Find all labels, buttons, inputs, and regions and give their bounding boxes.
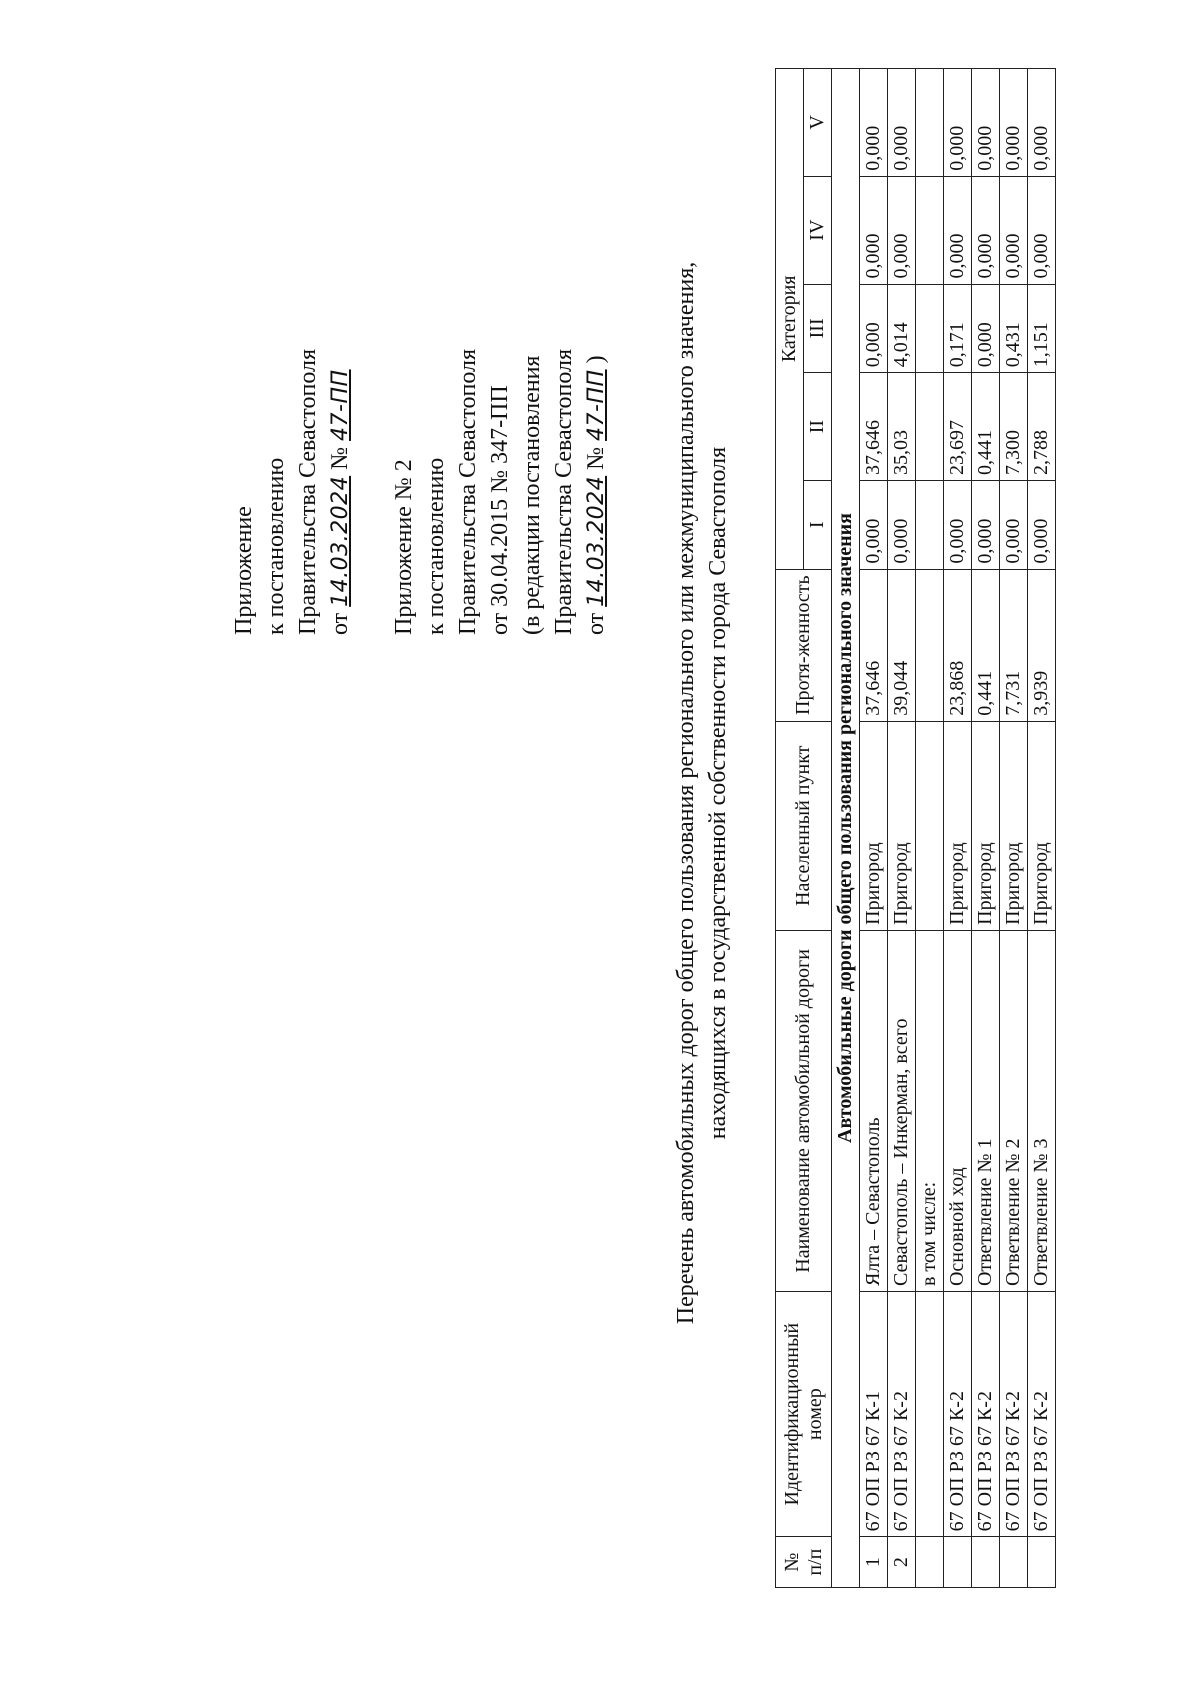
handwritten-number: 47-ПП: [584, 369, 609, 441]
cell-length: [916, 569, 944, 721]
table-body: [860, 69, 1056, 1588]
table-row: [1000, 69, 1028, 1588]
cell-cat-1: 0,000: [860, 480, 888, 569]
cell-cat-3: 0,000: [972, 284, 1000, 373]
cell-no: [944, 1537, 972, 1588]
cell-no: 2: [888, 1537, 916, 1588]
closing-paren: ): [583, 355, 609, 364]
roads-table: [775, 68, 1056, 1588]
title-line-2: находящихся в государственной собственности города Севастополя: [705, 446, 731, 1140]
cell-cat-4: 0,000: [888, 176, 916, 284]
cell-length: 0,441: [972, 569, 1000, 721]
cell-cat-3: 0,431: [1000, 284, 1028, 373]
cell-cat-2: 7,300: [1000, 373, 1028, 481]
table-row: [944, 69, 972, 1588]
appendix-2-government-2: Правительства Севастополя: [551, 348, 577, 635]
cell-settlement: Пригород: [888, 721, 916, 930]
col-header-no: № п/п: [776, 1537, 832, 1588]
cell-road-name: Севастополь – Инкерман, всего: [888, 930, 916, 1291]
col-header-cat-5: V: [804, 69, 832, 177]
cell-cat-2: 35,03: [888, 373, 916, 481]
cell-cat-5: 0,000: [860, 69, 888, 177]
title-line-1: Перечень автомобильных дорог общего пользования регионального или межмуниципального значения,: [673, 261, 699, 1325]
cell-cat-1: 0,000: [888, 480, 916, 569]
cell-cat-2: 2,788: [1028, 373, 1056, 481]
appendix-2-label: Приложение № 2: [391, 459, 417, 635]
cell-cat-2: [916, 373, 944, 481]
cell-cat-3: 1,151: [1028, 284, 1056, 373]
col-header-cat-3: III: [804, 284, 832, 373]
table-header-row: [776, 69, 804, 1588]
date-prefix: от: [327, 612, 353, 635]
cell-cat-2: 0,441: [972, 373, 1000, 481]
cell-id: 67 ОП РЗ 67 К-2: [972, 1292, 1000, 1537]
cell-cat-1: 0,000: [1000, 480, 1028, 569]
appendix-header: [228, 349, 357, 635]
cell-cat-3: 0,171: [944, 284, 972, 373]
cell-id: 67 ОП РЗ 67 К-2: [944, 1292, 972, 1537]
cell-length: 23,868: [944, 569, 972, 721]
table-row: [860, 69, 888, 1588]
cell-road-name: Ответвление № 1: [972, 930, 1000, 1291]
appendix-decree-ref: к постановлению: [263, 457, 289, 635]
handwritten-date: 14.03.2024: [328, 475, 353, 607]
appendix-label: Приложение: [231, 506, 257, 635]
col-header-length: Протя-женность: [776, 569, 832, 721]
cell-cat-5: 0,000: [944, 69, 972, 177]
section-title: Автомобильные дороги общего пользования регионального значения: [832, 69, 860, 1588]
cell-cat-3: [916, 284, 944, 373]
cell-id: 67 ОП РЗ 67 К-2: [1028, 1292, 1056, 1537]
handwritten-number: 47-ПП: [328, 369, 353, 441]
cell-no: [1000, 1537, 1028, 1588]
cell-settlement: Пригород: [1000, 721, 1028, 930]
cell-cat-5: 0,000: [888, 69, 916, 177]
col-header-cat-2: II: [804, 373, 832, 481]
appendix-2-original-decree: от 30.04.2015 № 347-ПП: [487, 385, 513, 635]
cell-no: [916, 1537, 944, 1588]
cell-cat-4: 0,000: [972, 176, 1000, 284]
date-prefix: от: [583, 612, 609, 635]
cell-cat-4: 0,000: [1028, 176, 1056, 284]
cell-length: 3,939: [1028, 569, 1056, 721]
table-row: [916, 69, 944, 1588]
appendix-2-header: [388, 349, 613, 635]
cell-id: 67 ОП РЗ 67 К-2: [1000, 1292, 1028, 1537]
cell-road-name: Основной ход: [944, 930, 972, 1291]
appendix-2-decree-ref: к постановлению: [423, 457, 449, 635]
col-header-settlement: Населенный пункт: [776, 721, 832, 930]
cell-cat-5: 0,000: [1028, 69, 1056, 177]
cell-id: 67 ОП РЗ 67 К-1: [860, 1292, 888, 1537]
cell-length: 37,646: [860, 569, 888, 721]
cell-id: [916, 1292, 944, 1537]
col-header-category: Категория: [776, 69, 804, 570]
number-sign: №: [327, 446, 353, 470]
cell-cat-5: 0,000: [1000, 69, 1028, 177]
appendix-2-revision-note: (в редакции постановления: [519, 355, 545, 635]
cell-cat-5: 0,000: [972, 69, 1000, 177]
cell-cat-1: [916, 480, 944, 569]
handwritten-date: 14.03.2024: [584, 475, 609, 607]
table-row: [1028, 69, 1056, 1588]
cell-cat-4: 0,000: [1000, 176, 1028, 284]
cell-road-name: Ответвление № 2: [1000, 930, 1028, 1291]
document-title: [670, 43, 734, 1543]
document-page: [20, 43, 1120, 1643]
col-header-id: Идентификационный номер: [776, 1292, 832, 1537]
cell-settlement: Пригород: [944, 721, 972, 930]
cell-settlement: Пригород: [972, 721, 1000, 930]
cell-no: [1028, 1537, 1056, 1588]
cell-no: 1: [860, 1537, 888, 1588]
cell-no: [972, 1537, 1000, 1588]
cell-cat-4: [916, 176, 944, 284]
cell-cat-3: 4,014: [888, 284, 916, 373]
cell-cat-1: 0,000: [972, 480, 1000, 569]
cell-cat-4: 0,000: [944, 176, 972, 284]
table-row: [972, 69, 1000, 1588]
cell-cat-2: 23,697: [944, 373, 972, 481]
cell-settlement: Пригород: [1028, 721, 1056, 930]
section-row: [832, 69, 860, 1588]
col-header-cat-1: I: [804, 480, 832, 569]
appendix-government: Правительства Севастополя: [295, 348, 321, 635]
table-row: [888, 69, 916, 1588]
cell-id: 67 ОП РЗ 67 К-2: [888, 1292, 916, 1537]
cell-cat-1: 0,000: [944, 480, 972, 569]
cell-length: 7,731: [1000, 569, 1028, 721]
cell-cat-2: 37,646: [860, 373, 888, 481]
appendix-2-government: Правительства Севастополя: [455, 348, 481, 635]
cell-road-name: Ялта – Севастополь: [860, 930, 888, 1291]
cell-road-name: Ответвление № 3: [1028, 930, 1056, 1291]
cell-cat-3: 0,000: [860, 284, 888, 373]
cell-length: 39,044: [888, 569, 916, 721]
cell-cat-4: 0,000: [860, 176, 888, 284]
cell-settlement: Пригород: [860, 721, 888, 930]
appendix-date-line: [324, 349, 357, 635]
col-header-cat-4: IV: [804, 176, 832, 284]
number-sign: №: [583, 446, 609, 470]
appendix-2-date-line: [580, 349, 613, 635]
cell-cat-5: [916, 69, 944, 177]
cell-settlement: [916, 721, 944, 930]
cell-cat-1: 0,000: [1028, 480, 1056, 569]
col-header-name: Наименование автомобильной дороги: [776, 930, 832, 1291]
cell-road-name: в том числе:: [916, 930, 944, 1291]
